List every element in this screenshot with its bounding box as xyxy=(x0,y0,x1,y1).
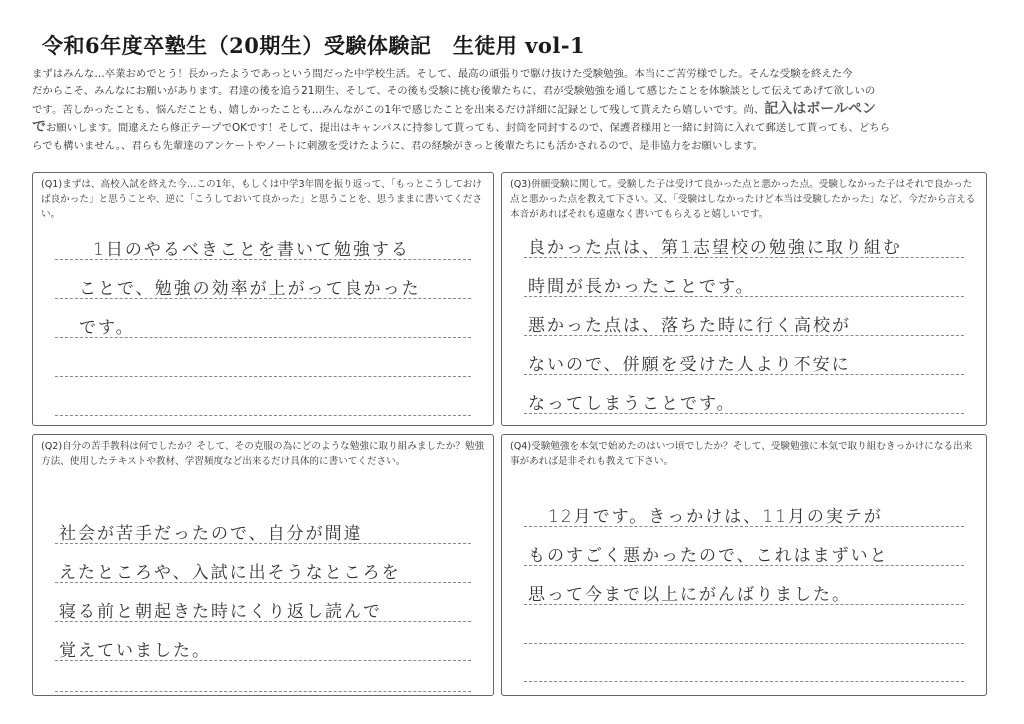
handwritten-answer xyxy=(528,502,966,619)
ballpoint-note-tail: で xyxy=(32,119,46,136)
intro-line: まずはみんな…卒業おめでとう！長かったようであっという間だった中学校生活。そして、最高の頑張りで駆け抜けた受験勉強。本当にご苦労様でした。そんな受験を終えた今 xyxy=(32,68,853,80)
intro-line: だからこそ、みんなにお願いがあります。君達の後を追う21期生、そして、その後も受験に挑む後輩たちに、君が受験勉強を通して感じたことを体験談として伝えてあげて欲しいの xyxy=(32,85,876,98)
answer-line: ないので、併願を受けた人より不安に xyxy=(528,355,851,375)
intro-line xyxy=(32,101,994,119)
question-box-q3 xyxy=(501,172,987,426)
question-box-q2 xyxy=(32,434,494,696)
answer-line: ことで、勉強の効率が上がって良かった xyxy=(79,279,421,299)
ruled-line xyxy=(524,681,964,682)
question-text: (Q4)受験勉強を本気で始めたのはいつ頃でしたか？そして、受験勉強に本気で取り組むきっかけになる出来事があれば是非それも教えて下さい。 xyxy=(510,441,973,467)
intro-text xyxy=(32,66,994,155)
question-text: (Q3)併願受験に関して。受験した子は受けて良かった点と悪かった点。受験しなかった子はそれで良かった点と悪かった点を教えて下さい。又、「受験はしなかったけど本当は受験したかった」など、今だから言える本音があればそれも遠慮なく書いてもらえると嬉しいです。 xyxy=(510,179,976,220)
ruled-line xyxy=(55,376,471,377)
question-text: (Q2)自分の苦手教科は何でしたか？そして、その克服の為にどのような勉強に取り組みましたか？勉強方法、使用したテキストや教材、学習頻度など出来るだけ具体的に書いてください。 xyxy=(41,441,485,467)
answer-line: 12月です。きっかけは、11月の実テが xyxy=(548,507,883,527)
answer-line: 1日のやるべきことを書いて勉強する xyxy=(93,240,410,260)
intro-line: らでも構いません。、君らも先輩達のアンケートやノートに刺激を受けたように、君の経験がきっと後輩たちにも活かされるので、是非協力をお願いします。 xyxy=(32,139,764,152)
answer-line: ものすごく悪かったので、これはまずいと xyxy=(528,546,889,566)
answer-line: なってしまうことです。 xyxy=(528,394,736,414)
question-box-q1 xyxy=(32,172,494,426)
handwritten-answer xyxy=(59,235,473,352)
answer-line: 社会が苦手だったので、自分が間違 xyxy=(59,524,363,544)
answer-line: です。 xyxy=(79,318,135,338)
question-box-q4 xyxy=(501,434,987,696)
intro-line-text: です。苦しかったことも、悩んだことも、嬉しかったことも…みんながこの1年で感じたことを出来るだけ詳細に記録として残して貰えたら嬉しいです。尚、 xyxy=(32,103,765,116)
question-text: (Q1)まずは、高校入試を終えた今…この1年、もしくは中学3年間を振り返って、「もっとこうしておけば良かった」と思うことや、逆に「こうしておいて良かった」と思うことを、思うままに書いてください。 xyxy=(41,179,483,220)
ruled-line xyxy=(55,691,471,692)
intro-line xyxy=(32,119,994,137)
handwritten-answer xyxy=(528,233,966,428)
answer-line: 思って今まで以上にがんばりました。 xyxy=(528,585,851,605)
handwritten-answer xyxy=(59,519,473,675)
ruled-line xyxy=(55,415,471,416)
ruled-line xyxy=(524,643,964,644)
answer-line: 良かった点は、第1志望校の勉強に取り組む xyxy=(528,238,902,258)
ballpoint-note: 記入はボールペン xyxy=(764,100,877,117)
page-title: 令和6年度卒塾生（20期生）受験体験記 生徒用 vol-1 xyxy=(42,33,586,58)
answer-line: えたところや、入試に出そうなところを xyxy=(59,563,401,583)
answer-line: 悪かった点は、落ちた時に行く高校が xyxy=(528,316,851,336)
answer-line: 覚えていました。 xyxy=(59,641,211,661)
intro-line-text: お願いします。間違えたら修正テープでOKです！そして、提出はキャンパスに持参して貰っても、封筒を同封するので、保護者様用と一緒に封筒に入れて郵送して貰っても、どちら xyxy=(46,122,891,135)
answer-line: 寝る前と朝起きた時にくり返し読んで xyxy=(59,602,382,622)
answer-line: 時間が長かったことです。 xyxy=(528,277,755,297)
